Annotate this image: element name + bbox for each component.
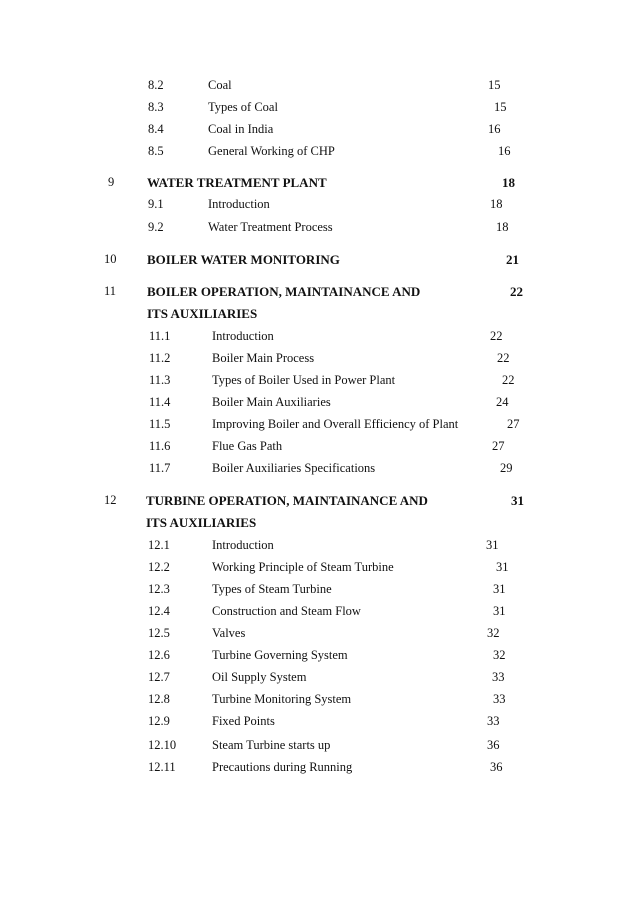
- entry-number: 11.5: [149, 417, 171, 431]
- entry-page: 15: [494, 100, 507, 114]
- entry-number: 11.1: [149, 329, 171, 343]
- entry-title: Flue Gas Path: [212, 439, 283, 453]
- entry-title: Introduction: [212, 329, 274, 343]
- entry-title: Introduction: [208, 197, 270, 211]
- entry-page: 15: [488, 78, 501, 92]
- chapter-title: BOILER WATER MONITORING: [147, 252, 340, 267]
- entry-number: 12.4: [148, 604, 170, 618]
- entry-page: 16: [488, 122, 501, 136]
- entry-title: Boiler Main Auxiliaries: [212, 395, 331, 409]
- entry-page: 31: [486, 538, 499, 552]
- entry-title: Types of Steam Turbine: [212, 582, 332, 596]
- entry-number: 12.6: [148, 648, 170, 662]
- entry-title: Water Treatment Process: [208, 220, 333, 234]
- entry-page: 27: [507, 417, 520, 431]
- entry-title: Types of Boiler Used in Power Plant: [212, 373, 396, 387]
- entry-title: Turbine Governing System: [212, 648, 348, 662]
- entry-number: 8.2: [148, 78, 164, 92]
- entry-page: 33: [492, 670, 505, 684]
- chapter-number: 10: [104, 252, 117, 266]
- entry-page: 32: [487, 626, 500, 640]
- chapter-number: 11: [104, 284, 117, 298]
- entry-page: 36: [487, 738, 500, 752]
- entry-number: 12.5: [148, 626, 170, 640]
- entry-title: Construction and Steam Flow: [212, 604, 361, 618]
- entry-number: 11.4: [149, 395, 171, 409]
- entry-number: 8.4: [148, 122, 164, 136]
- entry-number: 12.9: [148, 714, 170, 728]
- entry-title: Steam Turbine starts up: [212, 738, 331, 752]
- entry-title: Introduction: [212, 538, 274, 552]
- chapter-title: BOILER OPERATION, MAINTAINANCE AND: [147, 284, 421, 299]
- chapter-title-continued: ITS AUXILIARIES: [146, 515, 257, 530]
- entry-page: 24: [496, 395, 509, 409]
- entry-number: 11.3: [149, 373, 171, 387]
- entry-page: 33: [487, 714, 500, 728]
- entry-title: Coal: [208, 78, 232, 92]
- entry-page: 22: [497, 351, 510, 365]
- entry-title: Boiler Main Process: [212, 351, 315, 365]
- entry-number: 12.10: [148, 738, 177, 752]
- entry-title: Precautions during Running: [212, 760, 353, 774]
- entry-page: 31: [493, 582, 506, 596]
- entry-title: Turbine Monitoring System: [212, 692, 352, 706]
- entry-page: 33: [493, 692, 506, 706]
- entry-title: Valves: [212, 626, 246, 640]
- entry-number: 9.2: [148, 220, 164, 234]
- chapter-page: 18: [502, 175, 515, 190]
- chapter-number: 12: [104, 493, 117, 507]
- chapter-title: WATER TREATMENT PLANT: [147, 175, 327, 190]
- chapter-title-continued: ITS AUXILIARIES: [147, 306, 258, 321]
- entry-title: Fixed Points: [212, 714, 275, 728]
- entry-number: 9.1: [148, 197, 164, 211]
- chapter-page: 21: [506, 252, 519, 267]
- entry-page: 36: [490, 760, 503, 774]
- entry-title: Improving Boiler and Overall Efficiency of Plant: [212, 417, 459, 431]
- entry-number: 12.11: [148, 760, 176, 774]
- entry-title: Working Principle of Steam Turbine: [212, 560, 394, 574]
- entry-title: Boiler Auxiliaries Specifications: [212, 461, 376, 475]
- chapter-title: TURBINE OPERATION, MAINTAINANCE AND: [146, 493, 428, 508]
- entry-title: Types of Coal: [208, 100, 278, 114]
- chapter-number: 9: [108, 175, 115, 189]
- entry-number: 12.7: [148, 670, 170, 684]
- entry-page: 31: [496, 560, 509, 574]
- entry-page: 27: [492, 439, 505, 453]
- entry-page: 32: [493, 648, 506, 662]
- chapter-page: 22: [510, 284, 523, 299]
- entry-page: 22: [502, 373, 515, 387]
- entry-number: 12.8: [148, 692, 170, 706]
- entry-number: 11.6: [149, 439, 171, 453]
- entry-page: 18: [496, 220, 509, 234]
- entry-title: Coal in India: [208, 122, 274, 136]
- entry-page: 16: [498, 144, 511, 158]
- entry-number: 11.2: [149, 351, 171, 365]
- entry-title: Oil Supply System: [212, 670, 307, 684]
- chapter-page: 31: [511, 493, 524, 508]
- entry-page: 18: [490, 197, 503, 211]
- entry-number: 8.3: [148, 100, 164, 114]
- entry-number: 12.1: [148, 538, 170, 552]
- entry-number: 8.5: [148, 144, 164, 158]
- entry-page: 31: [493, 604, 506, 618]
- entry-title: General Working of CHP: [208, 144, 335, 158]
- entry-number: 12.2: [148, 560, 170, 574]
- entry-number: 11.7: [149, 461, 171, 475]
- entry-page: 29: [500, 461, 513, 475]
- entry-number: 12.3: [148, 582, 170, 596]
- entry-page: 22: [490, 329, 503, 343]
